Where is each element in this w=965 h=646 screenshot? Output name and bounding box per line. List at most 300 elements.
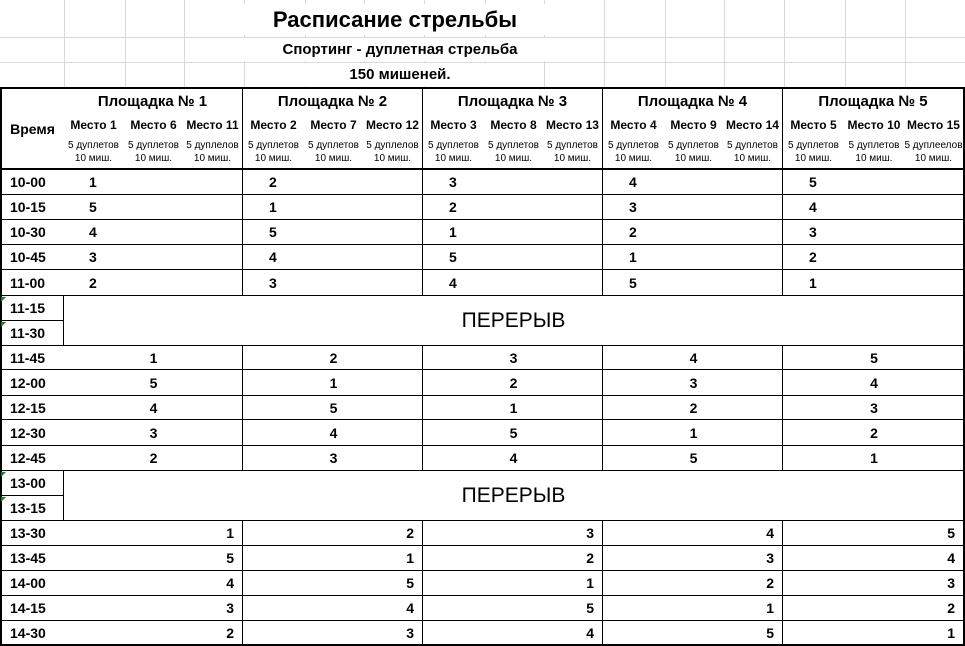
schedule-cell: 4 bbox=[723, 521, 784, 546]
schedule-cell bbox=[124, 170, 184, 195]
place-header: Место 9 bbox=[664, 113, 724, 137]
time-cell: 14-30 bbox=[0, 621, 65, 646]
schedule-cell: 3 bbox=[904, 571, 965, 596]
schedule-cell: 1 bbox=[904, 621, 965, 646]
schedule-cell: 5 bbox=[904, 521, 965, 546]
grid-line bbox=[724, 0, 725, 87]
schedule-cell bbox=[543, 220, 604, 245]
schedule-cell bbox=[904, 195, 965, 220]
schedule-cell bbox=[664, 195, 724, 220]
schedule-cell bbox=[243, 370, 305, 396]
schedule-cell: 3 bbox=[423, 170, 485, 195]
desc-targets: 10 миш. bbox=[373, 153, 412, 164]
schedule-cell bbox=[183, 370, 244, 396]
place-description bbox=[63, 136, 125, 170]
schedule-cell bbox=[183, 220, 244, 245]
schedule-cell bbox=[363, 270, 424, 296]
desc-doublets: 5 дуплетов bbox=[788, 140, 839, 151]
schedule-cell bbox=[304, 195, 364, 220]
break-time-cell: 11-30 bbox=[0, 321, 65, 346]
schedule-cell bbox=[664, 521, 724, 546]
schedule-cell: 5 bbox=[124, 370, 184, 396]
desc-targets: 10 миш. bbox=[494, 153, 533, 164]
schedule-cell bbox=[243, 346, 305, 370]
schedule-cell bbox=[543, 170, 604, 195]
schedule-cell bbox=[183, 170, 244, 195]
schedule-cell: 2 bbox=[844, 420, 905, 446]
schedule-cell bbox=[423, 621, 485, 646]
schedule-cell bbox=[484, 596, 544, 621]
schedule-cell bbox=[183, 420, 244, 446]
schedule-cell bbox=[243, 396, 305, 420]
schedule-cell bbox=[183, 346, 244, 370]
schedule-cell bbox=[904, 346, 965, 370]
schedule-cell bbox=[664, 546, 724, 571]
schedule-cell bbox=[844, 596, 905, 621]
schedule-cell bbox=[423, 596, 485, 621]
schedule-cell: 5 bbox=[664, 446, 724, 471]
desc-doublets: 5 дуплетов bbox=[68, 140, 119, 151]
schedule-cell bbox=[603, 420, 665, 446]
schedule-cell bbox=[63, 370, 125, 396]
site-header-5: Площадка № 5 bbox=[783, 87, 965, 114]
place-description bbox=[904, 136, 965, 170]
schedule-cell bbox=[723, 396, 784, 420]
schedule-cell: 1 bbox=[484, 396, 544, 420]
grid-line bbox=[784, 0, 785, 87]
grid-line bbox=[64, 0, 65, 87]
schedule-cell bbox=[664, 245, 724, 270]
schedule-cell bbox=[124, 546, 184, 571]
schedule-cell bbox=[543, 195, 604, 220]
schedule-cell bbox=[844, 245, 905, 270]
schedule-cell: 5 bbox=[603, 270, 665, 296]
schedule-cell bbox=[484, 245, 544, 270]
schedule-cell bbox=[723, 220, 784, 245]
schedule-cell bbox=[183, 396, 244, 420]
schedule-cell: 1 bbox=[63, 170, 125, 195]
time-cell: 12-15 bbox=[0, 396, 65, 420]
time-cell: 14-15 bbox=[0, 596, 65, 621]
schedule-cell: 5 bbox=[423, 245, 485, 270]
schedule-cell bbox=[63, 546, 125, 571]
schedule-cell: 2 bbox=[304, 346, 364, 370]
schedule-cell bbox=[723, 346, 784, 370]
place-header: Место 6 bbox=[124, 113, 184, 137]
schedule-cell: 3 bbox=[844, 396, 905, 420]
schedule-cell bbox=[363, 220, 424, 245]
schedule-cell bbox=[304, 521, 364, 546]
desc-targets: 10 миш. bbox=[914, 153, 953, 164]
schedule-cell bbox=[423, 546, 485, 571]
place-description bbox=[603, 136, 665, 170]
schedule-cell bbox=[783, 396, 845, 420]
schedule-cell: 1 bbox=[183, 521, 244, 546]
schedule-cell: 1 bbox=[603, 245, 665, 270]
site-header-3: Площадка № 3 bbox=[423, 87, 604, 114]
schedule-cell: 3 bbox=[183, 596, 244, 621]
schedule-cell bbox=[603, 546, 665, 571]
place-header: Место 1 bbox=[63, 113, 125, 137]
schedule-cell bbox=[484, 621, 544, 646]
schedule-cell: 3 bbox=[304, 446, 364, 471]
place-header: Место 3 bbox=[423, 113, 485, 137]
schedule-cell bbox=[723, 446, 784, 471]
cell-comment-marker bbox=[1, 322, 6, 327]
desc-doublets: 5 дуплелов bbox=[186, 140, 239, 151]
schedule-cell bbox=[124, 245, 184, 270]
schedule-cell bbox=[783, 571, 845, 596]
schedule-cell bbox=[243, 621, 305, 646]
schedule-cell: 2 bbox=[363, 521, 424, 546]
schedule-cell: 5 bbox=[844, 346, 905, 370]
desc-doublets: 5 дуплетов bbox=[248, 140, 299, 151]
schedule-cell bbox=[304, 546, 364, 571]
schedule-cell bbox=[543, 446, 604, 471]
break-banner: ПЕРЕРЫВ bbox=[64, 296, 965, 346]
time-cell: 14-00 bbox=[0, 571, 65, 596]
desc-targets: 10 миш. bbox=[614, 153, 653, 164]
time-cell: 12-00 bbox=[0, 370, 65, 396]
schedule-cell bbox=[603, 446, 665, 471]
schedule-cell bbox=[183, 245, 244, 270]
time-cell: 12-30 bbox=[0, 420, 65, 446]
schedule-cell: 2 bbox=[484, 370, 544, 396]
break-banner: ПЕРЕРЫВ bbox=[64, 471, 965, 521]
schedule-cell bbox=[543, 420, 604, 446]
schedule-cell bbox=[664, 596, 724, 621]
schedule-cell bbox=[304, 571, 364, 596]
grid-line bbox=[604, 0, 605, 87]
break-time-cell: 13-00 bbox=[0, 471, 65, 496]
desc-targets: 10 миш. bbox=[733, 153, 772, 164]
schedule-cell bbox=[124, 571, 184, 596]
schedule-cell bbox=[664, 220, 724, 245]
schedule-cell bbox=[484, 170, 544, 195]
schedule-cell bbox=[304, 270, 364, 296]
schedule-cell bbox=[664, 571, 724, 596]
place-description bbox=[543, 136, 604, 170]
schedule-cell bbox=[63, 396, 125, 420]
break-time-cell: 11-15 bbox=[0, 296, 65, 321]
schedule-cell bbox=[124, 220, 184, 245]
schedule-cell bbox=[484, 571, 544, 596]
schedule-cell bbox=[904, 170, 965, 195]
schedule-cell bbox=[63, 596, 125, 621]
schedule-cell: 5 bbox=[63, 195, 125, 220]
schedule-cell bbox=[63, 446, 125, 471]
schedule-cell: 4 bbox=[423, 270, 485, 296]
schedule-cell: 2 bbox=[124, 446, 184, 471]
place-description bbox=[304, 136, 364, 170]
schedule-cell: 3 bbox=[484, 346, 544, 370]
schedule-cell bbox=[363, 245, 424, 270]
schedule-cell bbox=[783, 446, 845, 471]
schedule-cell: 4 bbox=[363, 596, 424, 621]
schedule-cell bbox=[844, 270, 905, 296]
schedule-cell bbox=[603, 571, 665, 596]
place-header: Место 8 bbox=[484, 113, 544, 137]
schedule-cell: 4 bbox=[243, 245, 305, 270]
schedule-cell bbox=[543, 245, 604, 270]
schedule-cell: 2 bbox=[904, 596, 965, 621]
schedule-cell bbox=[783, 521, 845, 546]
place-header: Место 2 bbox=[243, 113, 305, 137]
schedule-cell: 4 bbox=[664, 346, 724, 370]
schedule-cell bbox=[423, 420, 485, 446]
schedule-cell bbox=[844, 521, 905, 546]
schedule-cell: 4 bbox=[304, 420, 364, 446]
time-cell: 11-00 bbox=[0, 270, 65, 296]
schedule-cell: 1 bbox=[664, 420, 724, 446]
grid-line bbox=[905, 0, 906, 87]
schedule-cell bbox=[363, 446, 424, 471]
schedule-cell: 3 bbox=[783, 220, 845, 245]
schedule-cell bbox=[723, 245, 784, 270]
schedule-cell bbox=[124, 521, 184, 546]
schedule-cell bbox=[423, 521, 485, 546]
schedule-cell bbox=[723, 370, 784, 396]
schedule-cell bbox=[363, 195, 424, 220]
schedule-cell: 5 bbox=[304, 396, 364, 420]
schedule-cell bbox=[124, 596, 184, 621]
schedule-cell bbox=[783, 420, 845, 446]
grid-line bbox=[125, 0, 126, 87]
site-header-1: Площадка № 1 bbox=[63, 87, 244, 114]
time-header: Время bbox=[0, 87, 65, 170]
grid-line bbox=[665, 0, 666, 87]
desc-doublets: 5 дуплетов bbox=[547, 140, 598, 151]
schedule-cell bbox=[63, 521, 125, 546]
schedule-cell bbox=[423, 446, 485, 471]
schedule-cell bbox=[304, 170, 364, 195]
place-description bbox=[423, 136, 485, 170]
desc-doublets: 5 дуплетов bbox=[428, 140, 479, 151]
place-header: Место 5 bbox=[783, 113, 845, 137]
desc-targets: 10 миш. bbox=[674, 153, 713, 164]
schedule-cell: 4 bbox=[183, 571, 244, 596]
time-cell: 11-45 bbox=[0, 346, 65, 370]
schedule-cell: 1 bbox=[243, 195, 305, 220]
schedule-cell bbox=[63, 420, 125, 446]
desc-targets: 10 миш. bbox=[434, 153, 473, 164]
schedule-cell bbox=[484, 521, 544, 546]
schedule-cell: 4 bbox=[63, 220, 125, 245]
schedule-cell bbox=[363, 370, 424, 396]
schedule-cell: 3 bbox=[723, 546, 784, 571]
schedule-cell bbox=[844, 195, 905, 220]
schedule-cell: 5 bbox=[484, 420, 544, 446]
schedule-cell bbox=[603, 346, 665, 370]
place-description bbox=[723, 136, 784, 170]
schedule-cell bbox=[124, 270, 184, 296]
place-header: Место 12 bbox=[363, 113, 424, 137]
schedule-cell: 2 bbox=[543, 546, 604, 571]
desc-doublets: 5 дуплетов bbox=[488, 140, 539, 151]
schedule-cell: 5 bbox=[723, 621, 784, 646]
time-cell: 12-45 bbox=[0, 446, 65, 471]
desc-targets: 10 миш. bbox=[794, 153, 833, 164]
schedule-cell bbox=[543, 346, 604, 370]
desc-doublets: 5 дуплетов bbox=[848, 140, 900, 151]
desc-targets: 10 миш. bbox=[134, 153, 173, 164]
schedule-cell bbox=[783, 546, 845, 571]
schedule-cell bbox=[783, 621, 845, 646]
schedule-cell: 5 bbox=[543, 596, 604, 621]
time-cell: 10-45 bbox=[0, 245, 65, 270]
schedule-cell: 3 bbox=[603, 195, 665, 220]
place-header: Место 4 bbox=[603, 113, 665, 137]
schedule-cell: 3 bbox=[363, 621, 424, 646]
schedule-cell: 2 bbox=[723, 571, 784, 596]
schedule-cell bbox=[844, 170, 905, 195]
schedule-cell: 5 bbox=[243, 220, 305, 245]
schedule-cell: 1 bbox=[783, 270, 845, 296]
grid-line bbox=[184, 0, 185, 87]
schedule-cell bbox=[904, 245, 965, 270]
schedule-cell bbox=[844, 546, 905, 571]
schedule-cell: 2 bbox=[243, 170, 305, 195]
place-header: Место 13 bbox=[543, 113, 604, 137]
schedule-cell bbox=[904, 446, 965, 471]
schedule-cell bbox=[723, 270, 784, 296]
schedule-cell: 2 bbox=[603, 220, 665, 245]
schedule-cell bbox=[363, 420, 424, 446]
desc-doublets: 5 дуплетов bbox=[668, 140, 719, 151]
schedule-cell bbox=[183, 195, 244, 220]
schedule-cell bbox=[664, 621, 724, 646]
schedule-cell: 4 bbox=[783, 195, 845, 220]
schedule-cell bbox=[304, 621, 364, 646]
sheet-title: Расписание стрельбы bbox=[230, 4, 560, 35]
schedule-cell bbox=[243, 446, 305, 471]
time-cell: 10-30 bbox=[0, 220, 65, 245]
schedule-cell: 5 bbox=[363, 571, 424, 596]
schedule-cell bbox=[783, 370, 845, 396]
cell-comment-marker bbox=[1, 497, 6, 502]
schedule-cell bbox=[484, 270, 544, 296]
place-description bbox=[844, 136, 905, 170]
schedule-cell bbox=[484, 220, 544, 245]
schedule-cell bbox=[243, 571, 305, 596]
schedule-cell bbox=[423, 571, 485, 596]
time-cell: 10-15 bbox=[0, 195, 65, 220]
place-header: Место 10 bbox=[844, 113, 905, 137]
site-header-2: Площадка № 2 bbox=[243, 87, 424, 114]
schedule-cell bbox=[543, 396, 604, 420]
place-description bbox=[363, 136, 424, 170]
sheet-subtitle: Спортинг - дуплетная стрельба bbox=[240, 38, 560, 61]
targets-count: 150 мишеней. bbox=[300, 63, 500, 86]
schedule-cell bbox=[243, 420, 305, 446]
schedule-cell: 4 bbox=[603, 170, 665, 195]
schedule-cell bbox=[543, 270, 604, 296]
place-description bbox=[243, 136, 305, 170]
schedule-cell bbox=[844, 220, 905, 245]
schedule-cell bbox=[63, 621, 125, 646]
desc-targets: 10 миш. bbox=[553, 153, 592, 164]
schedule-cell: 2 bbox=[783, 245, 845, 270]
schedule-cell bbox=[904, 270, 965, 296]
cell-comment-marker bbox=[1, 297, 6, 302]
desc-targets: 10 миш. bbox=[855, 153, 893, 164]
schedule-cell bbox=[304, 596, 364, 621]
schedule-cell: 1 bbox=[124, 346, 184, 370]
desc-doublets: 5 дуплетов bbox=[608, 140, 659, 151]
schedule-cell: 2 bbox=[63, 270, 125, 296]
schedule-cell: 3 bbox=[664, 370, 724, 396]
time-cell: 13-45 bbox=[0, 546, 65, 571]
place-header: Место 11 bbox=[183, 113, 244, 137]
schedule-cell bbox=[63, 346, 125, 370]
desc-doublets: 5 дуплелов bbox=[366, 140, 419, 151]
schedule-cell: 5 bbox=[783, 170, 845, 195]
desc-targets: 10 миш. bbox=[254, 153, 293, 164]
schedule-cell bbox=[783, 596, 845, 621]
schedule-cell bbox=[363, 170, 424, 195]
schedule-cell: 4 bbox=[543, 621, 604, 646]
place-description bbox=[183, 136, 244, 170]
schedule-cell: 3 bbox=[243, 270, 305, 296]
schedule-cell bbox=[124, 195, 184, 220]
schedule-cell bbox=[783, 346, 845, 370]
schedule-cell: 3 bbox=[63, 245, 125, 270]
schedule-cell: 2 bbox=[183, 621, 244, 646]
schedule-cell bbox=[363, 396, 424, 420]
schedule-cell: 1 bbox=[423, 220, 485, 245]
schedule-cell: 1 bbox=[304, 370, 364, 396]
schedule-cell bbox=[304, 245, 364, 270]
schedule-cell bbox=[484, 195, 544, 220]
schedule-cell bbox=[904, 370, 965, 396]
schedule-cell bbox=[603, 396, 665, 420]
schedule-cell: 1 bbox=[363, 546, 424, 571]
schedule-cell bbox=[664, 170, 724, 195]
desc-doublets: 5 дуплетов bbox=[128, 140, 179, 151]
desc-doublets: 5 дуплетов bbox=[727, 140, 778, 151]
schedule-cell: 4 bbox=[844, 370, 905, 396]
schedule-cell bbox=[243, 546, 305, 571]
break-time-cell: 13-15 bbox=[0, 496, 65, 521]
schedule-cell bbox=[363, 346, 424, 370]
schedule-cell bbox=[904, 396, 965, 420]
schedule-cell bbox=[304, 220, 364, 245]
time-cell: 10-00 bbox=[0, 170, 65, 195]
schedule-cell bbox=[603, 621, 665, 646]
place-header: Место 14 bbox=[723, 113, 784, 137]
place-description bbox=[484, 136, 544, 170]
schedule-cell bbox=[603, 596, 665, 621]
schedule-cell bbox=[603, 521, 665, 546]
schedule-cell: 1 bbox=[723, 596, 784, 621]
desc-doublets: 5 дуплеелов bbox=[904, 140, 963, 151]
desc-targets: 10 миш. bbox=[74, 153, 113, 164]
schedule-cell: 2 bbox=[423, 195, 485, 220]
place-header: Место 7 bbox=[304, 113, 364, 137]
place-description bbox=[783, 136, 845, 170]
schedule-cell bbox=[603, 370, 665, 396]
time-cell: 13-30 bbox=[0, 521, 65, 546]
schedule-cell bbox=[124, 621, 184, 646]
schedule-cell: 3 bbox=[124, 420, 184, 446]
schedule-cell: 1 bbox=[543, 571, 604, 596]
schedule-cell bbox=[183, 446, 244, 471]
schedule-cell bbox=[423, 346, 485, 370]
schedule-cell bbox=[243, 521, 305, 546]
schedule-cell: 4 bbox=[124, 396, 184, 420]
schedule-cell bbox=[484, 546, 544, 571]
schedule-cell: 3 bbox=[543, 521, 604, 546]
